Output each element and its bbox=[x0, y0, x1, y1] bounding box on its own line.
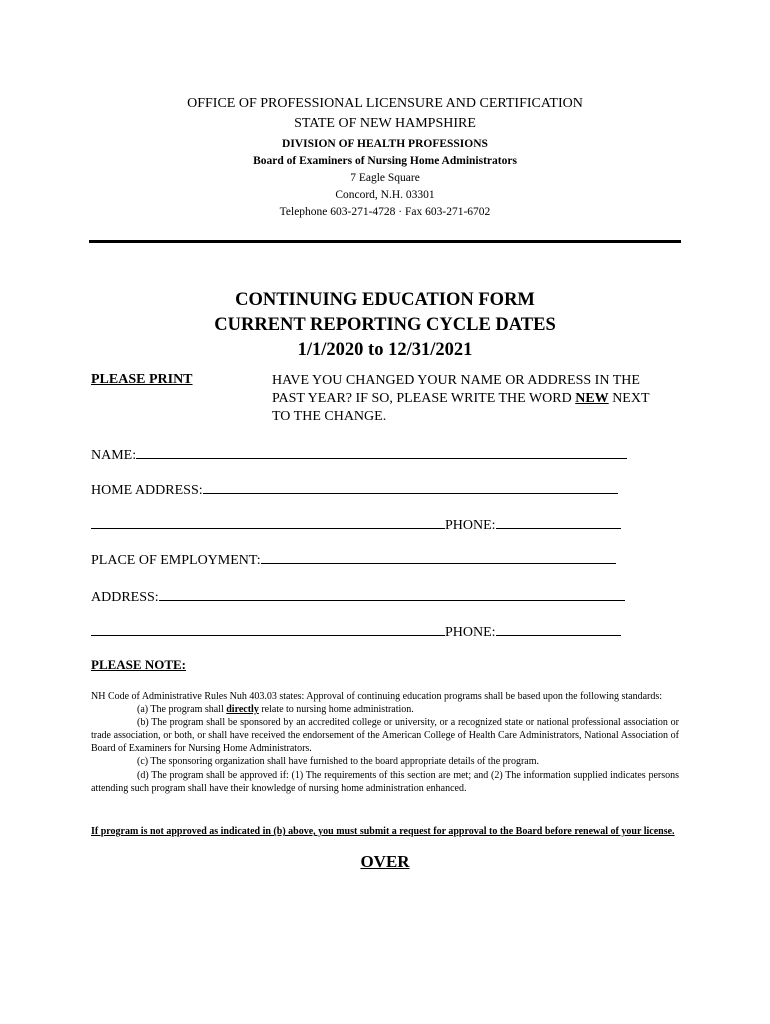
name-change-instructions bbox=[272, 372, 652, 426]
standard-b: (b) The program shall be sponsored by an accredited college or university, or a recognized state or national professional association or trade association, or both, or shall have received the endorsement of the American College of Health Care Administrators, National Association of Board of Examiners for Nursing Home Administrators. bbox=[91, 717, 679, 755]
new-word: NEW bbox=[575, 391, 609, 406]
employer-address-input-line[interactable] bbox=[159, 587, 625, 601]
header-divider bbox=[89, 240, 681, 243]
home-address-input-line[interactable] bbox=[203, 480, 618, 494]
rules-intro: NH Code of Administrative Rules Nuh 403.03 states: Approval of continuing education programs shall be based upon the following standards: bbox=[91, 691, 663, 702]
employer-address-label: ADDRESS: bbox=[91, 590, 159, 605]
state-name: STATE OF NEW HAMPSHIRE bbox=[294, 116, 476, 131]
reporting-cycle-dates: 1/1/2020 to 12/31/2021 bbox=[297, 340, 473, 360]
employer-address-field bbox=[91, 587, 625, 607]
office-name: OFFICE OF PROFESSIONAL LICENSURE AND CERTIFICATION bbox=[187, 96, 583, 111]
employment-input-line[interactable] bbox=[261, 550, 616, 564]
home-address-field bbox=[91, 480, 618, 500]
standard-a-prefix: (a) The program shall bbox=[137, 704, 227, 716]
board-name: Board of Examiners of Nursing Home Administrators bbox=[253, 155, 517, 167]
name-field bbox=[91, 445, 627, 465]
work-phone-input-line[interactable] bbox=[496, 622, 621, 636]
name-change-text-1: HAVE YOU CHANGED YOUR NAME OR ADDRESS IN THE PAST YEAR? IF SO, PLEASE WRITE THE WORD bbox=[272, 373, 640, 406]
name-change-text-2: NEXT TO THE CHANGE. bbox=[272, 391, 650, 424]
letterhead bbox=[0, 94, 770, 221]
name-input-line[interactable] bbox=[136, 445, 627, 459]
street-address: 7 Eagle Square bbox=[350, 172, 420, 184]
home-address-line-2-input[interactable] bbox=[91, 515, 445, 529]
form-title bbox=[0, 288, 770, 363]
phone-fax: Telephone 603-271-4728 · Fax 603-271-6702 bbox=[279, 206, 491, 218]
over-indicator: OVER bbox=[360, 852, 410, 871]
name-label: NAME: bbox=[91, 448, 137, 463]
work-phone-label: PHONE: bbox=[445, 625, 496, 640]
please-print-label: PLEASE PRINT bbox=[91, 372, 193, 387]
standard-d: (d) The program shall be approved if: (1) The requirements of this section are met; and (2) The information supplied indicates persons attending such program shall have their knowledge of nursing home administration enhanced. bbox=[91, 769, 679, 794]
form-title-line-1: CONTINUING EDUCATION FORM bbox=[235, 290, 535, 310]
approval-warning: If program is not approved as indicated in (b) above, you must submit a request for approval to the Board before renewal of your license. bbox=[91, 826, 675, 837]
employer-address-line-2-field bbox=[91, 622, 621, 642]
employment-label: PLACE OF EMPLOYMENT: bbox=[91, 553, 261, 568]
employer-address-line-2-input[interactable] bbox=[91, 622, 445, 636]
city-address: Concord, N.H. 03301 bbox=[335, 189, 435, 201]
home-phone-input-line[interactable] bbox=[496, 515, 621, 529]
standard-c: (c) The sponsoring organization shall have furnished to the board appropriate details of the program. bbox=[137, 756, 540, 768]
division-name: DIVISION OF HEALTH PROFESSIONS bbox=[282, 138, 488, 150]
please-note-heading: PLEASE NOTE: bbox=[91, 657, 186, 672]
form-title-line-2: CURRENT REPORTING CYCLE DATES bbox=[214, 315, 556, 335]
approval-standards bbox=[91, 690, 679, 795]
home-address-label: HOME ADDRESS: bbox=[91, 483, 203, 498]
standard-a bbox=[91, 703, 679, 716]
home-address-line-2-field bbox=[91, 515, 621, 535]
standard-a-suffix: relate to nursing home administration. bbox=[258, 704, 414, 716]
employment-field bbox=[91, 550, 616, 570]
directly-emphasis: directly bbox=[226, 704, 259, 716]
home-phone-label: PHONE: bbox=[445, 518, 496, 533]
